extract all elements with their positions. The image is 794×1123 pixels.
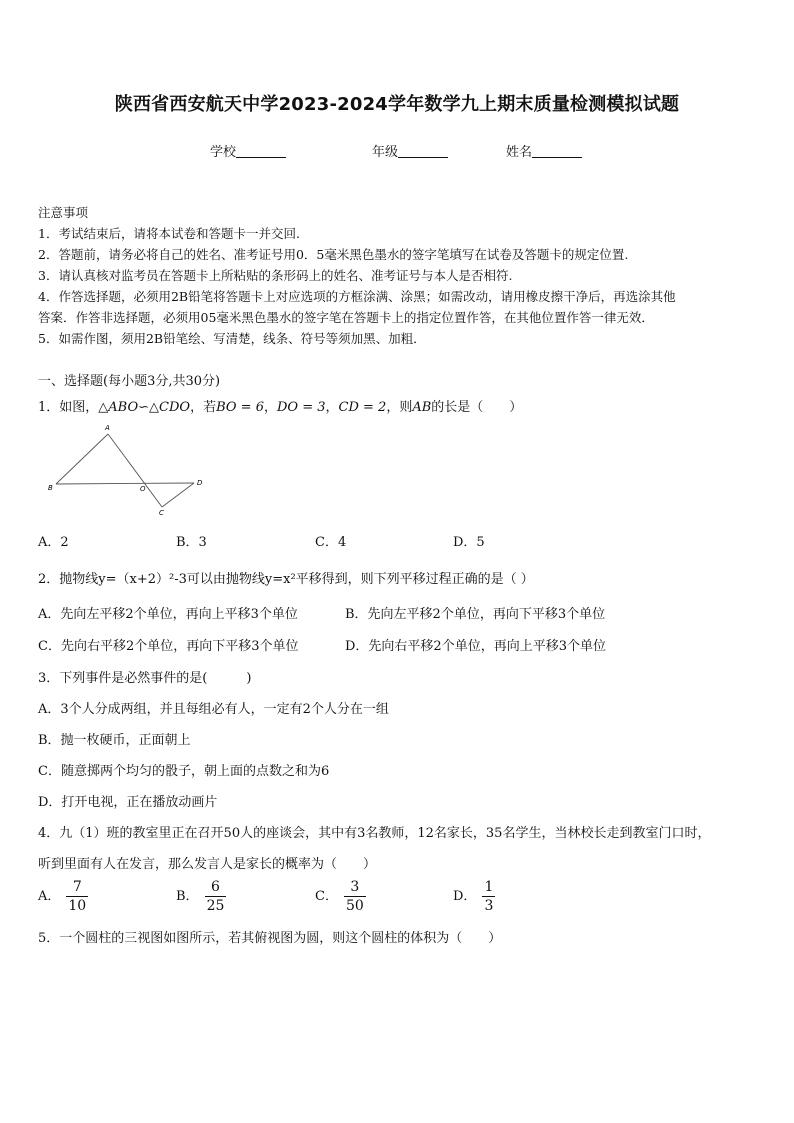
q3-option-d[interactable]: D．打开电视，正在播放动画片 bbox=[38, 795, 218, 810]
q1-condition-do: DO = 3 bbox=[276, 400, 326, 415]
notice-item-2: 2．答题前，请务必将自己的姓名、准考证号用0．5毫米黑色墨水的签字笔填写在试卷及答题卡的规定位置. bbox=[38, 247, 629, 262]
notice-heading: 注意事项 bbox=[38, 205, 89, 220]
name-label: 姓名 bbox=[506, 145, 533, 160]
q1-stem-post: 的长是（ ） bbox=[431, 400, 523, 415]
q4-option-b[interactable] bbox=[176, 878, 226, 915]
q1-condition-cd: CD = 2 bbox=[338, 400, 387, 415]
q4-stem-line-2: 听到里面有人在发言，那么发言人是家长的概率为（ ） bbox=[38, 857, 377, 872]
q4-option-a-denominator: 10 bbox=[68, 898, 87, 914]
segment-dc bbox=[162, 483, 194, 507]
q4-option-a-label: A． bbox=[38, 889, 61, 904]
q4-option-c[interactable] bbox=[315, 878, 366, 915]
q4-option-b-numerator: 6 bbox=[205, 878, 227, 897]
q4-option-c-numerator: 3 bbox=[344, 878, 366, 897]
q3-option-a[interactable]: A．3个人分成两组，并且每组必有人，一定有2个人分在一组 bbox=[38, 702, 389, 717]
q1-option-a[interactable]: A．2 bbox=[38, 535, 69, 550]
name-field[interactable] bbox=[506, 141, 582, 160]
section-heading: 一、选择题(每小题3分,共30分) bbox=[38, 374, 221, 389]
q2-option-a[interactable]: A．先向左平移2个单位，再向上平移3个单位 bbox=[38, 607, 298, 622]
notice-item-5: 5．如需作图，须用2B铅笔绘、写清楚，线条、符号等须加黑、加粗． bbox=[38, 331, 426, 346]
q4-option-c-denominator: 50 bbox=[345, 898, 364, 914]
q2-option-d[interactable]: D．先向右平移2个单位，再向上平移3个单位 bbox=[345, 639, 606, 654]
q4-option-d-numerator: 1 bbox=[484, 879, 494, 895]
label-c: C bbox=[159, 509, 164, 517]
label-b: B bbox=[48, 484, 53, 492]
q1-sep-2: ， bbox=[325, 400, 339, 415]
q3-stem: 3．下列事件是必然事件的是( ) bbox=[38, 671, 252, 686]
grade-blank[interactable] bbox=[398, 145, 448, 158]
q5-stem: 5．一个圆柱的三视图如图所示，若其俯视图为圆，则这个圆柱的体积为（ ） bbox=[38, 931, 502, 946]
q4-option-b-label: B． bbox=[176, 889, 199, 904]
school-blank[interactable] bbox=[236, 145, 286, 158]
q4-option-a-fraction bbox=[66, 878, 88, 915]
school-label: 学校 bbox=[210, 145, 237, 160]
q4-option-d-denominator: 3 bbox=[484, 898, 494, 914]
q1-stem-mid1: ，若 bbox=[190, 400, 217, 415]
notice-item-4: 4．作答选择题，必须用2B铅笔将答题卡上对应选项的方框涂满、涂黑；如需改动，请用橡皮擦干净后，再选涂其他 bbox=[38, 289, 676, 304]
school-field[interactable] bbox=[210, 141, 286, 160]
q3-option-c[interactable]: C．随意掷两个均匀的骰子，朝上面的点数之和为6 bbox=[38, 764, 330, 779]
segment-ac bbox=[108, 434, 162, 507]
q4-option-b-denominator: 25 bbox=[206, 898, 225, 914]
q4-option-d-label: D． bbox=[453, 889, 477, 904]
q3-option-b[interactable]: B．抛一枚硬币，正面朝上 bbox=[38, 733, 191, 748]
q1-target: AB bbox=[412, 400, 432, 415]
grade-field[interactable] bbox=[372, 141, 448, 160]
q4-option-a-numerator: 7 bbox=[66, 878, 88, 897]
segment-ba bbox=[56, 434, 108, 484]
q1-stem-mid2: ，则 bbox=[386, 400, 413, 415]
page-title: 陕西省西安航天中学2023-2024学年数学九上期末质量检测模拟试题 bbox=[114, 94, 680, 115]
q1-triangle-1: △ABO bbox=[98, 400, 139, 415]
notice-item-1: 1．考试结束后，请将本试卷和答题卡一并交回. bbox=[38, 226, 300, 241]
label-o: O bbox=[140, 485, 146, 493]
q1-option-d[interactable]: D．5 bbox=[453, 535, 485, 550]
q4-option-c-fraction bbox=[344, 878, 366, 915]
q1-similar-symbol: ∽ bbox=[138, 400, 150, 415]
q1-condition-bo: BO = 6 bbox=[216, 400, 264, 415]
notice-item-4-cont: 答案．作答非选择题，必须用05毫米黑色墨水的签字笔在答题卡上的指定位置作答，在其他位置作答一律无效． bbox=[38, 310, 654, 325]
q1-option-b[interactable]: B．3 bbox=[176, 535, 207, 550]
q1-stem-pre: 1．如图， bbox=[38, 400, 99, 415]
q4-option-d-fraction bbox=[482, 878, 495, 915]
q4-option-c-label: C． bbox=[315, 889, 338, 904]
q1-triangle-2: △CDO bbox=[149, 400, 191, 415]
name-blank[interactable] bbox=[532, 145, 582, 158]
q1-option-c[interactable]: C．4 bbox=[315, 535, 347, 550]
q2-option-b[interactable]: B．先向左平移2个单位，再向下平移3个单位 bbox=[345, 607, 606, 622]
segment-bd bbox=[56, 483, 194, 484]
q4-stem-line-1: 4．九（1）班的教室里正在召开50人的座谈会，其中有3名教师，12名家长，35名学生，当林校长走到教室门口时， bbox=[38, 826, 711, 841]
q2-option-c[interactable]: C．先向右平移2个单位，再向下平移3个单位 bbox=[38, 639, 299, 654]
label-a: A bbox=[105, 424, 110, 432]
q1-sep-1: ， bbox=[263, 400, 277, 415]
q1-triangle-figure bbox=[40, 420, 220, 520]
q1-stem bbox=[38, 396, 522, 415]
notice-item-3: 3．请认真核对监考员在答题卡上所粘贴的条形码上的姓名、准考证号与本人是否相符. bbox=[38, 268, 513, 283]
q4-option-d[interactable] bbox=[453, 878, 495, 915]
q4-option-b-fraction bbox=[205, 878, 227, 915]
q4-option-a[interactable] bbox=[38, 878, 88, 915]
q2-stem: 2．抛物线y=（x+2）²-3可以由抛物线y=x²平移得到，则下列平移过程正确的是（ ） bbox=[38, 572, 534, 587]
label-d: D bbox=[197, 479, 203, 487]
grade-label: 年级 bbox=[372, 145, 399, 160]
